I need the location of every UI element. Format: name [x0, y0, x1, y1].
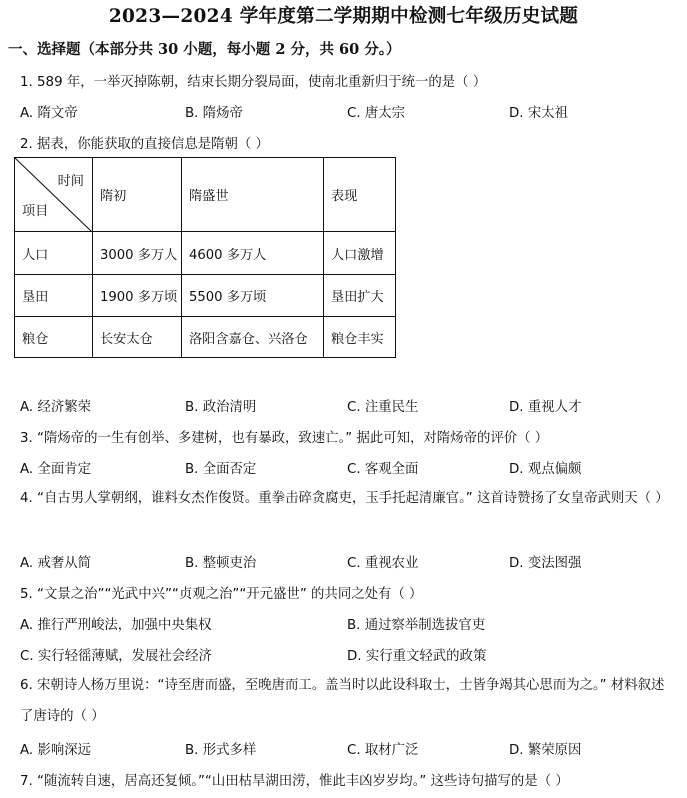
option-a[interactable]: A. 隋文帝	[20, 106, 78, 121]
question-7: 7. “随流转自速，居高还复倾。”“山田枯旱湖田涝，惟此丰凶岁岁均。” 这些诗句描写的是（ ）	[20, 774, 569, 789]
exam-title: 2023—2024 学年度第二学期期中检测七年级历史试题	[108, 6, 579, 27]
question-6-options	[20, 739, 680, 759]
question-3: 3. “隋炀帝的一生有创举、多建树，也有暴政，致速亡。” 据此可知，对隋炀帝的评价（ ）	[20, 431, 549, 446]
table-header-row	[15, 158, 396, 232]
table-cell: 5500 多万顷	[182, 275, 324, 317]
question-4: 4. “自古男人掌朝纲，谁料女杰作俊贤。重拳击碎贪腐吏，玉手托起清廉官。” 这首诗赞扬了女皇帝武则天（ ）	[20, 491, 669, 506]
table-cell: 人口	[15, 232, 93, 275]
table-cell: 3000 多万人	[93, 232, 182, 275]
question-2-options	[20, 396, 680, 416]
question-4-options	[20, 552, 680, 572]
option-d[interactable]: D. 重视人才	[509, 400, 582, 415]
option-d[interactable]: D. 实行重文轻武的政策	[347, 649, 487, 664]
option-b[interactable]: B. 形式多样	[185, 743, 257, 758]
question-3-options	[20, 458, 680, 478]
corner-label-time: 时间	[57, 174, 84, 189]
option-a[interactable]: A. 影响深远	[20, 743, 91, 758]
option-c[interactable]: C. 重视农业	[347, 556, 419, 571]
question-2: 2. 据表，你能获取的直接信息是隋朝（ ）	[20, 137, 269, 152]
option-d[interactable]: D. 宋太祖	[509, 106, 568, 121]
option-d[interactable]: D. 繁荣原因	[509, 743, 582, 758]
table-cell: 长安太仓	[93, 317, 182, 358]
option-d[interactable]: D. 变法图强	[509, 556, 582, 571]
option-b[interactable]: B. 通过察举制选拔官吏	[347, 618, 486, 633]
option-b[interactable]: B. 隋炀帝	[185, 106, 243, 121]
table-cell: 人口激增	[324, 232, 396, 275]
question-5: 5. “文景之治”“光武中兴”“贞观之治”“开元盛世” 的共同之处有（ ）	[20, 587, 423, 602]
option-a[interactable]: A. 推行严刑峻法，加强中央集权	[20, 618, 212, 633]
table-cell: 1900 多万顷	[93, 275, 182, 317]
table-row	[15, 232, 396, 275]
data-table	[14, 157, 396, 358]
question-1-options	[20, 102, 680, 122]
option-c[interactable]: C. 唐太宗	[347, 106, 406, 121]
option-b[interactable]: B. 整顿吏治	[185, 556, 257, 571]
section-heading: 一、选择题（本部分共 30 小题，每小题 2 分，共 60 分。）	[8, 41, 401, 58]
table-header: 隋初	[93, 158, 182, 232]
option-c[interactable]: C. 注重民生	[347, 400, 419, 415]
table-cell: 垦田扩大	[324, 275, 396, 317]
option-c[interactable]: C. 客观全面	[347, 462, 419, 477]
question-5-options-row-2	[20, 645, 680, 665]
table-cell: 4600 多万人	[182, 232, 324, 275]
corner-label-item: 项目	[22, 204, 49, 219]
question-1: 1. 589 年，一举灭掉陈朝，结束长期分裂局面，使南北重新归于统一的是（ ）	[20, 75, 487, 90]
question-5-options-row-1	[20, 614, 680, 634]
table-cell: 垦田	[15, 275, 93, 317]
option-a[interactable]: A. 经济繁荣	[20, 400, 91, 415]
option-b[interactable]: B. 全面否定	[185, 462, 257, 477]
option-d[interactable]: D. 观点偏颇	[509, 462, 582, 477]
table-corner-cell	[15, 158, 93, 232]
option-c[interactable]: C. 实行轻徭薄赋，发展社会经济	[20, 649, 212, 664]
question-6: 6. 宋朝诗人杨万里说：“诗至唐而盛，至晚唐而工。盖当时以此设科取士，士皆争竭其心思而为之。” 材料叙述了唐诗的（ ）	[20, 678, 665, 724]
table-cell: 粮仓	[15, 317, 93, 358]
option-b[interactable]: B. 政治清明	[185, 400, 257, 415]
table-header: 表现	[324, 158, 396, 232]
option-a[interactable]: A. 戒奢从简	[20, 556, 91, 571]
table-cell: 粮仓丰实	[324, 317, 396, 358]
table-header: 隋盛世	[182, 158, 324, 232]
table-row	[15, 317, 396, 358]
table-row	[15, 275, 396, 317]
option-a[interactable]: A. 全面肯定	[20, 462, 91, 477]
table-cell: 洛阳含嘉仓、兴洛仓	[182, 317, 324, 358]
option-c[interactable]: C. 取材广泛	[347, 743, 419, 758]
